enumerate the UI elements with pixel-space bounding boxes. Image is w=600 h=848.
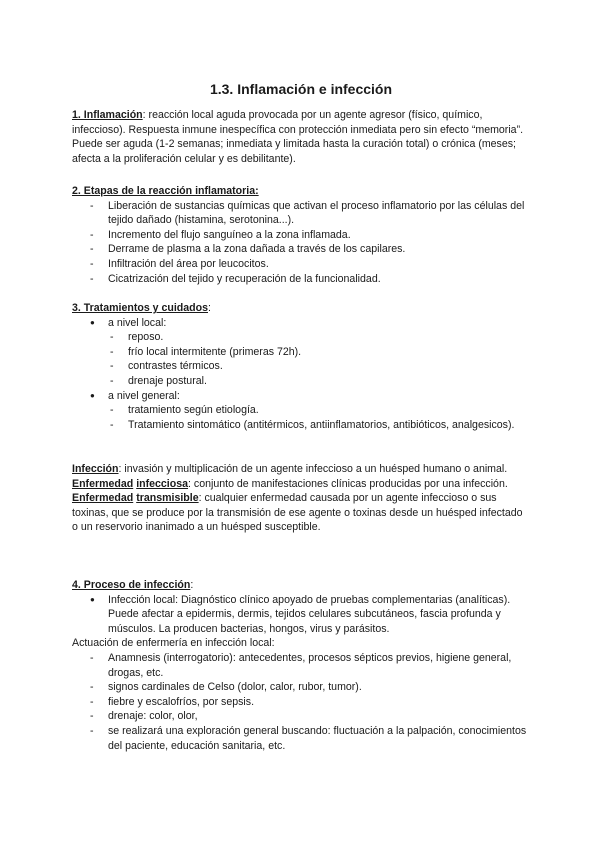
- list-item: - reposo.: [72, 330, 530, 345]
- list-item: - Incremento del flujo sanguíneo a la zona inflamada.: [72, 228, 530, 243]
- list-item: - frío local intermitente (primeras 72h).: [72, 345, 530, 360]
- list-item: - se realizará una exploración general buscando: fluctuación a la palpación, conocimientos del paciente, educación sanitaria, etc.: [72, 724, 530, 753]
- actuacion-label: Actuación de enfermería en infección local:: [72, 637, 275, 650]
- page-title: 1.3. Inflamación e infección: [209, 81, 393, 97]
- list-item: - contrastes térmicos.: [72, 359, 530, 374]
- list-item: ● a nivel local:: [72, 316, 530, 331]
- list-item: - Tratamiento sintomático (antitérmicos, antiinflamatorios, antibióticos, analgesicos).: [72, 418, 530, 433]
- general-list: [72, 403, 530, 432]
- inflamacion-text: : reacción local aguda provocada por un agente agresor (físico, químico, infeccioso). Respuesta inmune inespecífica con protección inmediata pero sin efecto “memoria”. Puede ser aguda (1-2 semanas; inmediata y limitada hasta la curación total) o crónica (meses; afecta a la proliferación celular y es debilitante).: [72, 109, 524, 165]
- section-etapas: [72, 184, 530, 286]
- def-term: Enfermedad: [72, 477, 134, 490]
- def-text: : invasión y multiplicación de un agente infeccioso a un huésped humano o animal.: [118, 463, 508, 475]
- inflamacion-heading: 1. Inflamación: [72, 109, 143, 121]
- list-item: - Liberación de sustancias químicas que activan el proceso inflamatorio por las células del tejido dañado (histamina, serotonina...).: [72, 199, 530, 228]
- list-item: - Anamnesis (interrogatorio): antecedentes, procesos sépticos previos, higiene general, drogas, etc.: [72, 651, 530, 680]
- list-item: - Infiltración del área por leucocitos.: [72, 257, 530, 272]
- section-tratamientos: [72, 301, 530, 432]
- def-term: Enfermedad: [72, 492, 134, 505]
- def-infeccion: [72, 462, 530, 477]
- list-item: ● a nivel general:: [72, 389, 530, 404]
- proceso-colon: :: [190, 579, 194, 591]
- section-proceso: [72, 578, 530, 753]
- inflamacion-paragraph: [72, 108, 530, 166]
- proceso-heading: 4. Proceso de infección: [72, 579, 191, 591]
- actuacion-list: [72, 651, 530, 753]
- list-item: - drenaje: color, olor,: [72, 709, 530, 724]
- tratamientos-list: [72, 316, 530, 331]
- etapas-heading: 2. Etapas de la reacción inflamatoria:: [72, 185, 259, 197]
- list-item: - drenaje postural.: [72, 374, 530, 389]
- list-item: - tratamiento según etiología.: [72, 403, 530, 418]
- def-term: Infección: [72, 463, 119, 475]
- tratamientos-heading: 3. Tratamientos y cuidados: [72, 302, 208, 314]
- tratamientos-list-2: [72, 389, 530, 404]
- list-item: - signos cardinales de Celso (dolor, calor, rubor, tumor).: [72, 680, 530, 695]
- list-item: ● Infección local: Diagnóstico clínico apoyado de pruebas complementarias (analíticas). Puede afectar a epidermis, dermis, tejidos celulares subcutáneos, fascia profunda y músculos. La producen bacterias, hongos, virus y parásitos.: [72, 593, 530, 637]
- def-text: : conjunto de manifestaciones clínicas producidas por una infección.: [188, 477, 508, 490]
- def-enfermedad-infecciosa: [72, 477, 530, 492]
- proceso-list: [72, 593, 530, 637]
- etapas-list: [72, 199, 530, 287]
- list-item: - Cicatrización del tejido y recuperación de la funcionalidad.: [72, 272, 530, 287]
- local-list: [72, 330, 530, 388]
- section-definiciones: [72, 462, 530, 535]
- tratamientos-colon: :: [208, 302, 211, 314]
- def-term: infecciosa: [136, 477, 189, 490]
- def-text: : cualquier enfermedad causada por un agente infeccioso o sus toxinas, que se produce por la transmisión de ese agente o toxinas desde un huésped infectado o un reservorio inanimado a un huésped susceptible.: [72, 492, 523, 534]
- def-term: transmisible: [136, 492, 199, 505]
- def-enfermedad-transmisible: [72, 491, 530, 535]
- list-item: - Derrame de plasma a la zona dañada a través de los capilares.: [72, 242, 530, 257]
- list-item: - fiebre y escalofríos, por sepsis.: [72, 695, 530, 710]
- section-inflamacion: [72, 108, 530, 166]
